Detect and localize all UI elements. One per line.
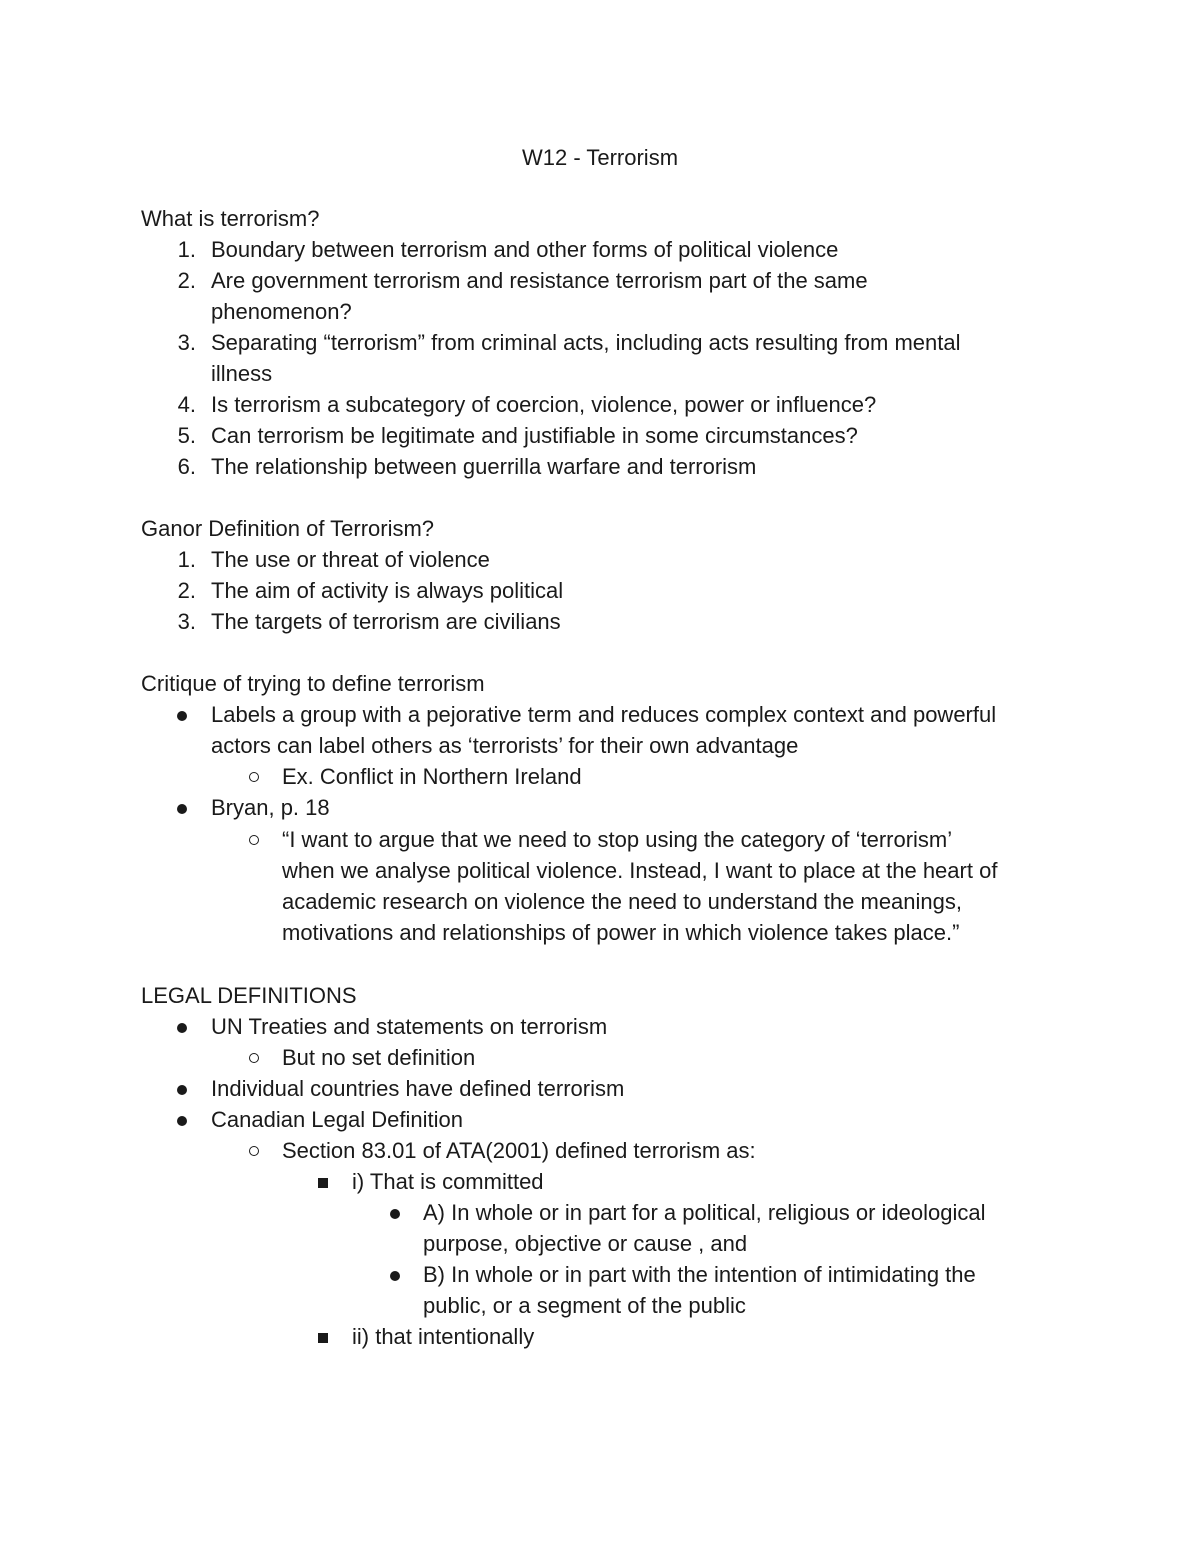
list-number: 1. — [177, 237, 196, 262]
list-number: 3. — [177, 330, 196, 355]
list-number: 1. — [177, 547, 196, 572]
section-heading: What is terrorism? — [141, 206, 320, 231]
quote-line: motivations and relationships of power in which violence takes place.” — [282, 920, 960, 945]
list-item: Boundary between terrorism and other forms of political violence — [211, 237, 839, 262]
list-item-continuation: illness — [211, 361, 273, 386]
clause-text: ii) that intentionally — [352, 1324, 535, 1349]
bullet-circle — [249, 1053, 259, 1063]
bullet-circle — [249, 835, 259, 845]
sub-bullet-text: Section 83.01 of ATA(2001) defined terrorism as: — [282, 1138, 756, 1163]
sub-clause-text: B) In whole or in part with the intention of intimidating the — [423, 1262, 976, 1287]
sub-bullet-text: Ex. Conflict in Northern Ireland — [282, 764, 582, 789]
quote-line: academic research on violence the need to understand the meanings, — [282, 889, 962, 914]
bullet-disc — [177, 1116, 187, 1126]
bullet-text: Canadian Legal Definition — [211, 1107, 463, 1132]
bullet-square — [318, 1178, 328, 1188]
list-number: 2. — [177, 268, 196, 293]
list-number: 3. — [177, 609, 196, 634]
sub-bullet-text: But no set definition — [282, 1045, 476, 1070]
bullet-text: Individual countries have defined terrorism — [211, 1076, 625, 1101]
list-item: Are government terrorism and resistance terrorism part of the same — [211, 268, 868, 293]
list-item: The use or threat of violence — [211, 547, 490, 572]
bullet-circle — [249, 1146, 259, 1156]
bullet-circle — [249, 772, 259, 782]
bullet-text: Bryan, p. 18 — [211, 795, 330, 820]
bullet-disc — [177, 1023, 187, 1033]
list-number: 5. — [177, 423, 196, 448]
list-item: The aim of activity is always political — [211, 578, 564, 603]
list-item: Can terrorism be legitimate and justifiable in some circumstances? — [211, 423, 858, 448]
list-item: The targets of terrorism are civilians — [211, 609, 561, 634]
list-item: Is terrorism a subcategory of coercion, violence, power or influence? — [211, 392, 877, 417]
bullet-text: Labels a group with a pejorative term and reduces complex context and powerful — [211, 702, 997, 727]
quote-line: when we analyse political violence. Instead, I want to place at the heart of — [282, 858, 998, 883]
bullet-square — [318, 1333, 328, 1343]
sub-clause-text-continuation: public, or a segment of the public — [423, 1293, 746, 1318]
section-heading: Critique of trying to define terrorism — [141, 671, 485, 696]
section-heading: Ganor Definition of Terrorism? — [141, 516, 435, 541]
bullet-disc — [177, 711, 187, 721]
bullet-text: UN Treaties and statements on terrorism — [211, 1014, 608, 1039]
list-item: The relationship between guerrilla warfare and terrorism — [211, 454, 757, 479]
quote-line: “I want to argue that we need to stop using the category of ‘terrorism’ — [282, 827, 953, 852]
bullet-disc — [390, 1271, 400, 1281]
list-number: 4. — [177, 392, 196, 417]
document-title: W12 - Terrorism — [521, 145, 679, 170]
bullet-text-continuation: actors can label others as ‘terrorists’ for their own advantage — [211, 733, 799, 758]
sub-clause-text-continuation: purpose, objective or cause , and — [423, 1231, 748, 1256]
bullet-disc — [177, 804, 187, 814]
list-item: Separating “terrorism” from criminal acts, including acts resulting from mental — [211, 330, 961, 355]
list-number: 2. — [177, 578, 196, 603]
bullet-disc — [390, 1209, 400, 1219]
list-number: 6. — [177, 454, 196, 479]
clause-text: i) That is committed — [352, 1169, 544, 1194]
list-item-continuation: phenomenon? — [211, 299, 352, 324]
sub-clause-text: A) In whole or in part for a political, religious or ideological — [423, 1200, 986, 1225]
bullet-disc — [177, 1085, 187, 1095]
section-heading: LEGAL DEFINITIONS — [141, 983, 357, 1008]
